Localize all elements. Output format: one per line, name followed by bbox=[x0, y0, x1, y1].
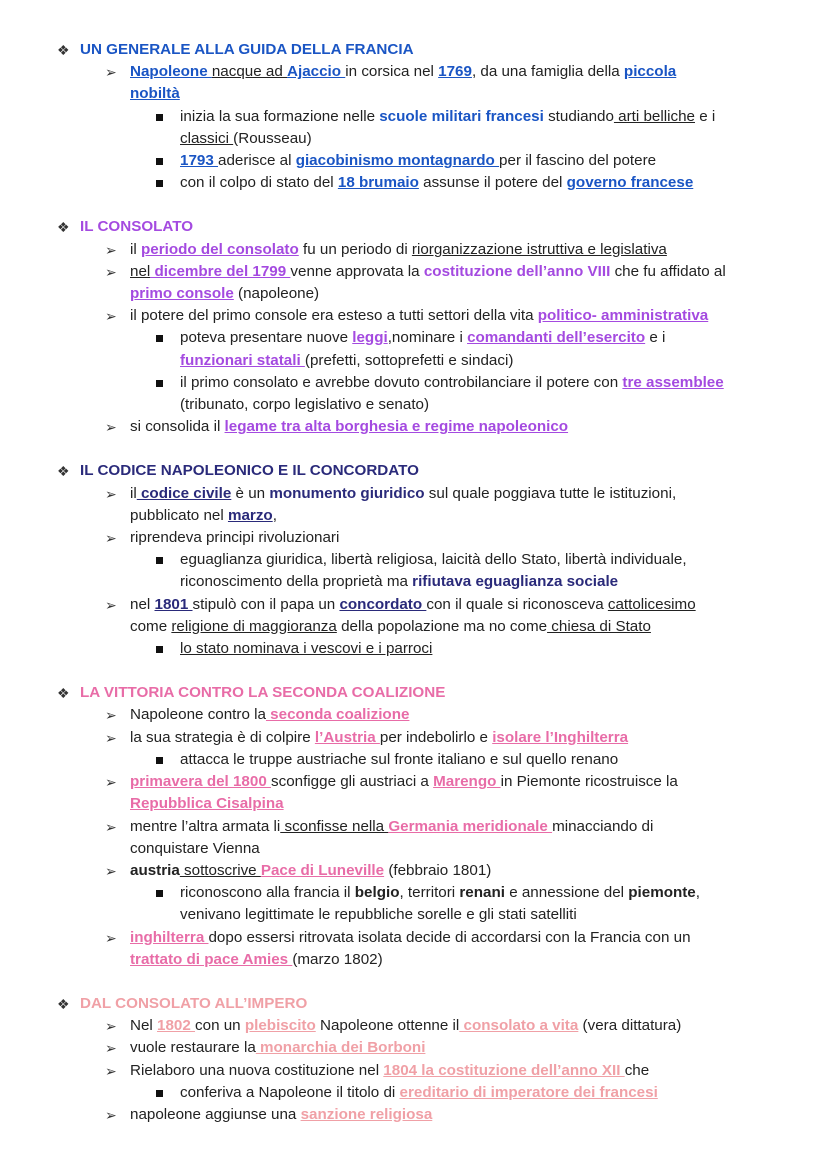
diamond-bullet-icon: ❖ bbox=[57, 42, 70, 58]
square-bullet-icon bbox=[156, 646, 163, 653]
list-item-cont: primo console (napoleone) bbox=[130, 285, 320, 303]
arrow-bullet-icon: ➢ bbox=[105, 1018, 117, 1035]
section-generale bbox=[0, 39, 828, 194]
arrow-bullet-icon: ➢ bbox=[105, 818, 117, 835]
heading-text: IL CONSOLATO bbox=[80, 218, 194, 236]
arrow-bullet-icon: ➢ bbox=[105, 308, 117, 325]
arrow-bullet-icon: ➢ bbox=[105, 263, 117, 280]
arrow-bullet-icon: ➢ bbox=[105, 929, 117, 946]
arrow-bullet-icon: ➢ bbox=[105, 596, 117, 613]
square-bullet-icon bbox=[156, 158, 163, 165]
arrow-bullet-icon: ➢ bbox=[105, 530, 117, 547]
list-item: ➢ nel 1801 stipulò con il papa un concordato con il quale si riconosceva cattolicesimo bbox=[0, 594, 828, 616]
list-item: ➢ austria sottoscrive Pace di Luneville (febbraio 1801) bbox=[0, 860, 828, 882]
list-item-cont: nobiltà bbox=[130, 85, 180, 103]
list-item-cont: conquistare Vienna bbox=[130, 839, 260, 857]
heading-text: UN GENERALE ALLA GUIDA DELLA FRANCIA bbox=[80, 41, 414, 58]
sub-item-cont: classici (Rousseau) bbox=[180, 129, 312, 147]
arrow-bullet-icon: ➢ bbox=[105, 707, 117, 724]
square-bullet-icon bbox=[156, 335, 163, 342]
arrow-bullet-icon: ➢ bbox=[105, 419, 117, 436]
square-bullet-icon bbox=[156, 114, 163, 121]
list-item: ➢ si consolida il legame tra alta borghesia e regime napoleonico bbox=[0, 416, 828, 438]
list-item: ➢ mentre l’altra armata li sconfisse nella Germania meridionale minacciando di bbox=[0, 816, 828, 838]
arrow-bullet-icon: ➢ bbox=[105, 241, 117, 258]
sub-item: eguaglianza giuridica, libertà religiosa, laicità dello Stato, libertà individuale, bbox=[0, 549, 828, 571]
diamond-bullet-icon: ❖ bbox=[57, 685, 70, 702]
sub-item-cont: venivano legittimate le repubbliche sorelle e gli stati satelliti bbox=[180, 906, 577, 924]
section-heading bbox=[0, 460, 828, 482]
section-codice bbox=[0, 460, 828, 660]
list-item-cont: come religione di maggioranza della popolazione ma no come chiesa di Stato bbox=[130, 617, 651, 635]
sub-item: conferiva a Napoleone il titolo di ereditario di imperatore dei francesi bbox=[0, 1082, 828, 1104]
section-heading bbox=[0, 216, 828, 238]
sub-item-cont: (tribunato, corpo legislativo e senato) bbox=[180, 396, 430, 414]
arrow-bullet-icon: ➢ bbox=[105, 485, 117, 502]
sub-item: con il colpo di stato del 18 brumaio assunse il potere del governo francese bbox=[0, 172, 828, 194]
list-item: ➢ Napoleone contro la seconda coalizione bbox=[0, 704, 828, 726]
square-bullet-icon bbox=[156, 890, 163, 897]
list-item-cont: Repubblica Cisalpina bbox=[130, 795, 284, 813]
sub-item: riconoscono alla francia il belgio, territori renani e annessione del piemonte, bbox=[0, 882, 828, 904]
square-bullet-icon bbox=[156, 757, 163, 764]
list-item: ➢ il periodo del consolato fu un periodo di riorganizzazione istruttiva e legislativa bbox=[0, 239, 828, 261]
arrow-bullet-icon: ➢ bbox=[105, 1106, 117, 1123]
sub-item: 1793 aderisce al giacobinismo montagnardo per il fascino del potere bbox=[0, 150, 828, 172]
list-item: ➢ il potere del primo console era esteso a tutti settori della vita politico- amministrativa bbox=[0, 305, 828, 327]
list-item: ➢ primavera del 1800 sconfigge gli austriaci a Marengo in Piemonte ricostruisce la bbox=[0, 771, 828, 793]
arrow-bullet-icon: ➢ bbox=[105, 729, 117, 746]
list-item: ➢ nel dicembre del 1799 venne approvata la costituzione dell’anno VIII che fu affidato al bbox=[0, 261, 828, 283]
arrow-bullet-icon: ➢ bbox=[105, 1040, 117, 1057]
arrow-bullet-icon: ➢ bbox=[105, 1062, 117, 1079]
diamond-bullet-icon: ❖ bbox=[57, 219, 70, 236]
list-item: ➢ Nel 1802 con un plebiscito Napoleone ottenne il consolato a vita (vera dittatura) bbox=[0, 1015, 828, 1037]
arrow-bullet-icon: ➢ bbox=[105, 64, 117, 81]
list-item: ➢ riprendeva principi rivoluzionari bbox=[0, 527, 828, 549]
section-heading bbox=[0, 39, 828, 61]
sub-item-cont: funzionari statali (prefetti, sottoprefetti e sindaci) bbox=[180, 351, 514, 369]
sub-item: il primo consolato e avrebbe dovuto controbilanciare il potere con tre assemblee bbox=[0, 372, 828, 394]
section-heading bbox=[0, 993, 828, 1015]
square-bullet-icon bbox=[156, 1090, 163, 1097]
sub-item: lo stato nominava i vescovi e i parroci bbox=[0, 638, 828, 660]
list-item-cont: pubblicato nel marzo, bbox=[130, 506, 277, 524]
heading-text: IL CODICE NAPOLEONICO E IL CONCORDATO bbox=[80, 462, 419, 480]
square-bullet-icon bbox=[156, 557, 163, 564]
section-impero bbox=[0, 993, 828, 1126]
list-item: ➢ napoleone aggiunse una sanzione religiosa bbox=[0, 1104, 828, 1126]
list-item-cont: trattato di pace Amies (marzo 1802) bbox=[130, 950, 383, 968]
heading-text: LA VITTORIA CONTRO LA SECONDA COALIZIONE bbox=[80, 684, 446, 702]
diamond-bullet-icon: ❖ bbox=[57, 995, 70, 1012]
heading-text: DAL CONSOLATO ALL’IMPERO bbox=[80, 994, 308, 1012]
sub-item: attacca le truppe austriache sul fronte italiano e sul quello renano bbox=[0, 749, 828, 771]
sub-item: inizia la sua formazione nelle scuole militari francesi studiando arti belliche e i bbox=[0, 106, 828, 128]
sub-item-cont: riconoscimento della proprietà ma rifiutava eguaglianza sociale bbox=[180, 573, 619, 591]
arrow-bullet-icon: ➢ bbox=[105, 774, 117, 791]
sub-item: poteva presentare nuove leggi,nominare i comandanti dell’esercito e i bbox=[0, 327, 828, 349]
arrow-bullet-icon: ➢ bbox=[105, 862, 117, 879]
square-bullet-icon bbox=[156, 380, 163, 387]
square-bullet-icon bbox=[156, 180, 163, 187]
diamond-bullet-icon: ❖ bbox=[57, 463, 70, 480]
list-item: ➢ vuole restaurare la monarchia dei Borboni bbox=[0, 1037, 828, 1059]
list-item: ➢ Rielaboro una nuova costituzione nel 1804 la costituzione dell’anno XII che bbox=[0, 1060, 828, 1082]
list-item: ➢ Napoleone nacque ad Ajaccio in corsica nel 1769, da una famiglia della piccola bbox=[0, 61, 828, 83]
section-heading bbox=[0, 682, 828, 704]
list-item: ➢ inghilterra dopo essersi ritrovata isolata decide di accordarsi con la Francia con un bbox=[0, 927, 828, 949]
list-item: ➢ la sua strategia è di colpire l’Austria per indebolirlo e isolare l’Inghilterra bbox=[0, 727, 828, 749]
section-consolato bbox=[0, 216, 828, 438]
section-vittoria bbox=[0, 682, 828, 971]
list-item: ➢ il codice civile è un monumento giuridico sul quale poggiava tutte le istituzioni, bbox=[0, 483, 828, 505]
